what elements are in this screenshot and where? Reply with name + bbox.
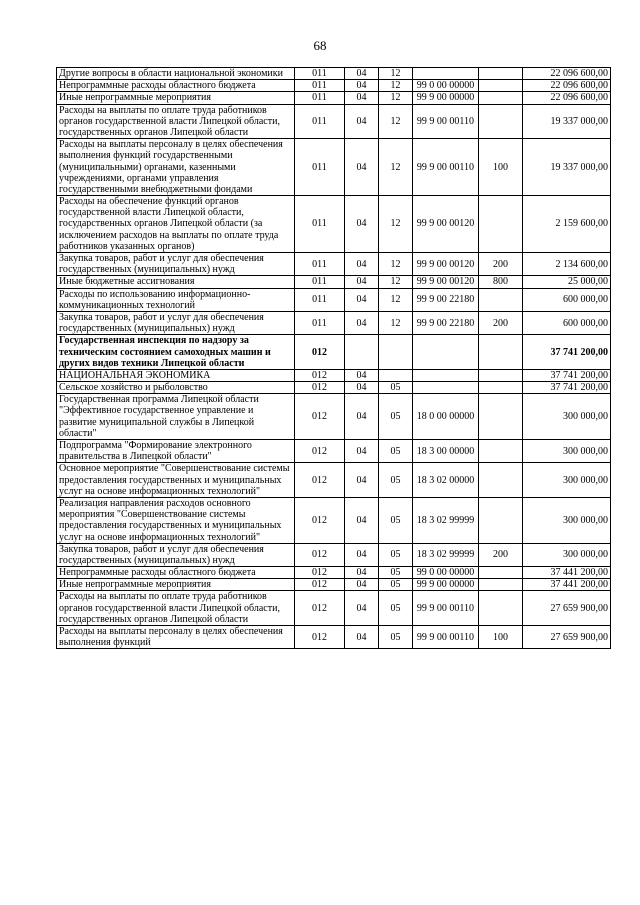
cell-name: Закупка товаров, работ и услуг для обеспечения государственных (муниципальных) нужд	[57, 543, 295, 566]
cell-amount: 300 000,00	[523, 543, 611, 566]
cell-subsection-code: 05	[379, 440, 413, 463]
cell-target-article: 99 9 00 00000	[413, 92, 479, 104]
cell-section-code: 04	[345, 104, 379, 139]
cell-amount: 300 000,00	[523, 497, 611, 543]
cell-subsection-code: 12	[379, 92, 413, 104]
cell-expense-type	[479, 591, 523, 626]
cell-name: Подпрограмма "Формирование электронного правительства в Липецкой области"	[57, 440, 295, 463]
cell-admin-code: 012	[295, 567, 345, 579]
cell-subsection-code: 12	[379, 253, 413, 276]
table-row	[57, 288, 611, 311]
cell-admin-code: 012	[295, 369, 345, 381]
cell-subsection-code: 12	[379, 139, 413, 196]
cell-admin-code: 012	[295, 394, 345, 440]
cell-expense-type	[479, 288, 523, 311]
cell-name: Основное мероприятие "Совершенствование системы предоставления государственных и муниципальных услуг на основе информационных технологий"	[57, 463, 295, 498]
cell-expense-type	[479, 369, 523, 381]
cell-section-code: 04	[345, 196, 379, 253]
cell-amount: 37 441 200,00	[523, 579, 611, 591]
cell-expense-type	[479, 440, 523, 463]
cell-target-article: 99 0 00 00000	[413, 567, 479, 579]
cell-name: Расходы на обеспечение функций органов государственной власти Липецкой области, государственных органов Липецкой области (за исключением расходов на выплаты по оплате труда работников указанных органов)	[57, 196, 295, 253]
cell-expense-type	[479, 579, 523, 591]
cell-name: Иные бюджетные ассигнования	[57, 276, 295, 288]
cell-subsection-code: 05	[379, 394, 413, 440]
table-row	[57, 276, 611, 288]
cell-subsection-code	[379, 369, 413, 381]
cell-section-code: 04	[345, 139, 379, 196]
cell-admin-code: 011	[295, 276, 345, 288]
cell-subsection-code: 05	[379, 591, 413, 626]
cell-name: Реализация направления расходов основного мероприятия "Совершенствование системы предоставления государственных и муниципальных услуг на основе информационных технологий"	[57, 497, 295, 543]
cell-amount: 300 000,00	[523, 440, 611, 463]
cell-section-code: 04	[345, 440, 379, 463]
cell-amount: 22 096 600,00	[523, 68, 611, 80]
cell-expense-type: 200	[479, 311, 523, 334]
table-row	[57, 579, 611, 591]
cell-amount: 600 000,00	[523, 288, 611, 311]
table-row	[57, 463, 611, 498]
cell-expense-type	[479, 104, 523, 139]
cell-section-code: 04	[345, 543, 379, 566]
cell-expense-type	[479, 196, 523, 253]
cell-section-code: 04	[345, 497, 379, 543]
cell-section-code: 04	[345, 463, 379, 498]
table-row	[57, 626, 611, 649]
cell-expense-type	[479, 68, 523, 80]
cell-section-code: 04	[345, 68, 379, 80]
cell-admin-code: 011	[295, 104, 345, 139]
cell-subsection-code: 05	[379, 463, 413, 498]
cell-amount: 22 096 600,00	[523, 92, 611, 104]
cell-name: Непрограммные расходы областного бюджета	[57, 567, 295, 579]
cell-target-article: 99 9 00 00110	[413, 591, 479, 626]
cell-admin-code: 012	[295, 497, 345, 543]
cell-amount: 600 000,00	[523, 311, 611, 334]
cell-amount: 300 000,00	[523, 394, 611, 440]
table-row	[57, 104, 611, 139]
cell-subsection-code: 12	[379, 80, 413, 92]
cell-amount: 37 741 200,00	[523, 382, 611, 394]
cell-name: Закупка товаров, работ и услуг для обеспечения государственных (муниципальных) нужд	[57, 311, 295, 334]
cell-section-code	[345, 335, 379, 370]
cell-subsection-code: 12	[379, 68, 413, 80]
cell-target-article: 99 9 00 22180	[413, 311, 479, 334]
cell-admin-code: 012	[295, 543, 345, 566]
cell-admin-code: 011	[295, 196, 345, 253]
cell-section-code: 04	[345, 394, 379, 440]
table-row	[57, 311, 611, 334]
cell-target-article: 18 0 00 00000	[413, 394, 479, 440]
cell-section-code: 04	[345, 626, 379, 649]
cell-section-code: 04	[345, 92, 379, 104]
cell-target-article	[413, 382, 479, 394]
cell-name: Расходы по использованию информационно-коммуникационных технологий	[57, 288, 295, 311]
cell-amount: 19 337 000,00	[523, 104, 611, 139]
cell-subsection-code: 05	[379, 579, 413, 591]
cell-subsection-code: 05	[379, 382, 413, 394]
cell-name: Непрограммные расходы областного бюджета	[57, 80, 295, 92]
cell-subsection-code: 12	[379, 311, 413, 334]
cell-amount: 37 741 200,00	[523, 335, 611, 370]
cell-section-code: 04	[345, 567, 379, 579]
cell-amount: 2 134 600,00	[523, 253, 611, 276]
cell-admin-code: 012	[295, 335, 345, 370]
table-row	[57, 139, 611, 196]
cell-name: Иные непрограммные мероприятия	[57, 92, 295, 104]
cell-name: Иные непрограммные мероприятия	[57, 579, 295, 591]
cell-target-article: 99 9 00 00110	[413, 626, 479, 649]
cell-amount: 37 741 200,00	[523, 369, 611, 381]
cell-expense-type: 100	[479, 626, 523, 649]
cell-amount: 22 096 600,00	[523, 80, 611, 92]
cell-amount: 27 659 900,00	[523, 626, 611, 649]
cell-name: Расходы на выплаты по оплате труда работников органов государственной власти Липецкой области, государственных органов Липецкой области	[57, 104, 295, 139]
table-row	[57, 497, 611, 543]
cell-name: Государственная инспекция по надзору за техническим состоянием самоходных машин и других видов техники Липецкой области	[57, 335, 295, 370]
table-row	[57, 68, 611, 80]
cell-expense-type	[479, 80, 523, 92]
table-row	[57, 253, 611, 276]
cell-amount: 37 441 200,00	[523, 567, 611, 579]
cell-subsection-code: 05	[379, 543, 413, 566]
cell-admin-code: 012	[295, 382, 345, 394]
cell-expense-type	[479, 335, 523, 370]
cell-section-code: 04	[345, 382, 379, 394]
cell-expense-type: 100	[479, 139, 523, 196]
cell-name: НАЦИОНАЛЬНАЯ ЭКОНОМИКА	[57, 369, 295, 381]
cell-section-code: 04	[345, 253, 379, 276]
cell-target-article: 18 3 02 00000	[413, 463, 479, 498]
cell-expense-type	[479, 382, 523, 394]
cell-target-article: 99 0 00 00000	[413, 80, 479, 92]
cell-name: Другие вопросы в области национальной экономики	[57, 68, 295, 80]
cell-target-article: 99 9 00 00110	[413, 139, 479, 196]
cell-subsection-code	[379, 335, 413, 370]
cell-expense-type: 800	[479, 276, 523, 288]
cell-amount: 2 159 600,00	[523, 196, 611, 253]
cell-admin-code: 011	[295, 92, 345, 104]
table-row	[57, 394, 611, 440]
cell-admin-code: 011	[295, 288, 345, 311]
cell-expense-type	[479, 567, 523, 579]
cell-subsection-code: 12	[379, 196, 413, 253]
cell-subsection-code: 05	[379, 626, 413, 649]
budget-table	[56, 67, 611, 649]
cell-target-article	[413, 68, 479, 80]
cell-subsection-code: 05	[379, 497, 413, 543]
cell-amount: 19 337 000,00	[523, 139, 611, 196]
cell-target-article: 99 9 00 00000	[413, 579, 479, 591]
cell-amount: 25 000,00	[523, 276, 611, 288]
cell-target-article: 99 9 00 00120	[413, 253, 479, 276]
cell-target-article: 18 3 00 00000	[413, 440, 479, 463]
budget-table-body	[57, 68, 611, 649]
table-row	[57, 567, 611, 579]
cell-section-code: 04	[345, 288, 379, 311]
cell-expense-type	[479, 463, 523, 498]
cell-amount: 27 659 900,00	[523, 591, 611, 626]
cell-expense-type: 200	[479, 543, 523, 566]
cell-admin-code: 011	[295, 80, 345, 92]
cell-subsection-code: 12	[379, 288, 413, 311]
cell-target-article: 99 9 00 00110	[413, 104, 479, 139]
cell-section-code: 04	[345, 369, 379, 381]
table-row	[57, 92, 611, 104]
cell-name: Расходы на выплаты по оплате труда работников органов государственной власти Липецкой области, государственных органов Липецкой области	[57, 591, 295, 626]
cell-subsection-code: 05	[379, 567, 413, 579]
table-row	[57, 196, 611, 253]
cell-admin-code: 012	[295, 579, 345, 591]
cell-name: Государственная программа Липецкой области "Эффективное государственное управление и развитие муниципальной службы в Липецкой области"	[57, 394, 295, 440]
cell-target-article	[413, 335, 479, 370]
cell-admin-code: 011	[295, 311, 345, 334]
cell-section-code: 04	[345, 591, 379, 626]
table-row	[57, 369, 611, 381]
cell-admin-code: 012	[295, 463, 345, 498]
cell-target-article: 99 9 00 00120	[413, 276, 479, 288]
cell-subsection-code: 12	[379, 104, 413, 139]
cell-target-article: 99 9 00 00120	[413, 196, 479, 253]
cell-name: Закупка товаров, работ и услуг для обеспечения государственных (муниципальных) нужд	[57, 253, 295, 276]
table-row	[57, 335, 611, 370]
table-row	[57, 440, 611, 463]
table-row	[57, 382, 611, 394]
cell-admin-code: 011	[295, 139, 345, 196]
cell-expense-type	[479, 92, 523, 104]
cell-section-code: 04	[345, 311, 379, 334]
cell-target-article: 18 3 02 99999	[413, 543, 479, 566]
cell-admin-code: 012	[295, 626, 345, 649]
cell-admin-code: 012	[295, 440, 345, 463]
cell-admin-code: 011	[295, 253, 345, 276]
cell-expense-type	[479, 497, 523, 543]
cell-section-code: 04	[345, 579, 379, 591]
cell-target-article: 18 3 02 99999	[413, 497, 479, 543]
page-number: 68	[313, 38, 327, 53]
cell-admin-code: 011	[295, 68, 345, 80]
cell-name: Расходы на выплаты персоналу в целях обеспечения выполнения функций государственными (муниципальными) органами, казенными учреждениями, органами управления государственными внебюджетными фондами	[57, 139, 295, 196]
cell-target-article: 99 9 00 22180	[413, 288, 479, 311]
cell-section-code: 04	[345, 80, 379, 92]
cell-amount: 300 000,00	[523, 463, 611, 498]
cell-target-article	[413, 369, 479, 381]
cell-subsection-code: 12	[379, 276, 413, 288]
cell-admin-code: 012	[295, 591, 345, 626]
table-row	[57, 80, 611, 92]
cell-section-code: 04	[345, 276, 379, 288]
cell-name: Сельское хозяйство и рыболовство	[57, 382, 295, 394]
table-row	[57, 591, 611, 626]
cell-expense-type: 200	[479, 253, 523, 276]
cell-expense-type	[479, 394, 523, 440]
cell-name: Расходы на выплаты персоналу в целях обеспечения выполнения функций	[57, 626, 295, 649]
table-row	[57, 543, 611, 566]
